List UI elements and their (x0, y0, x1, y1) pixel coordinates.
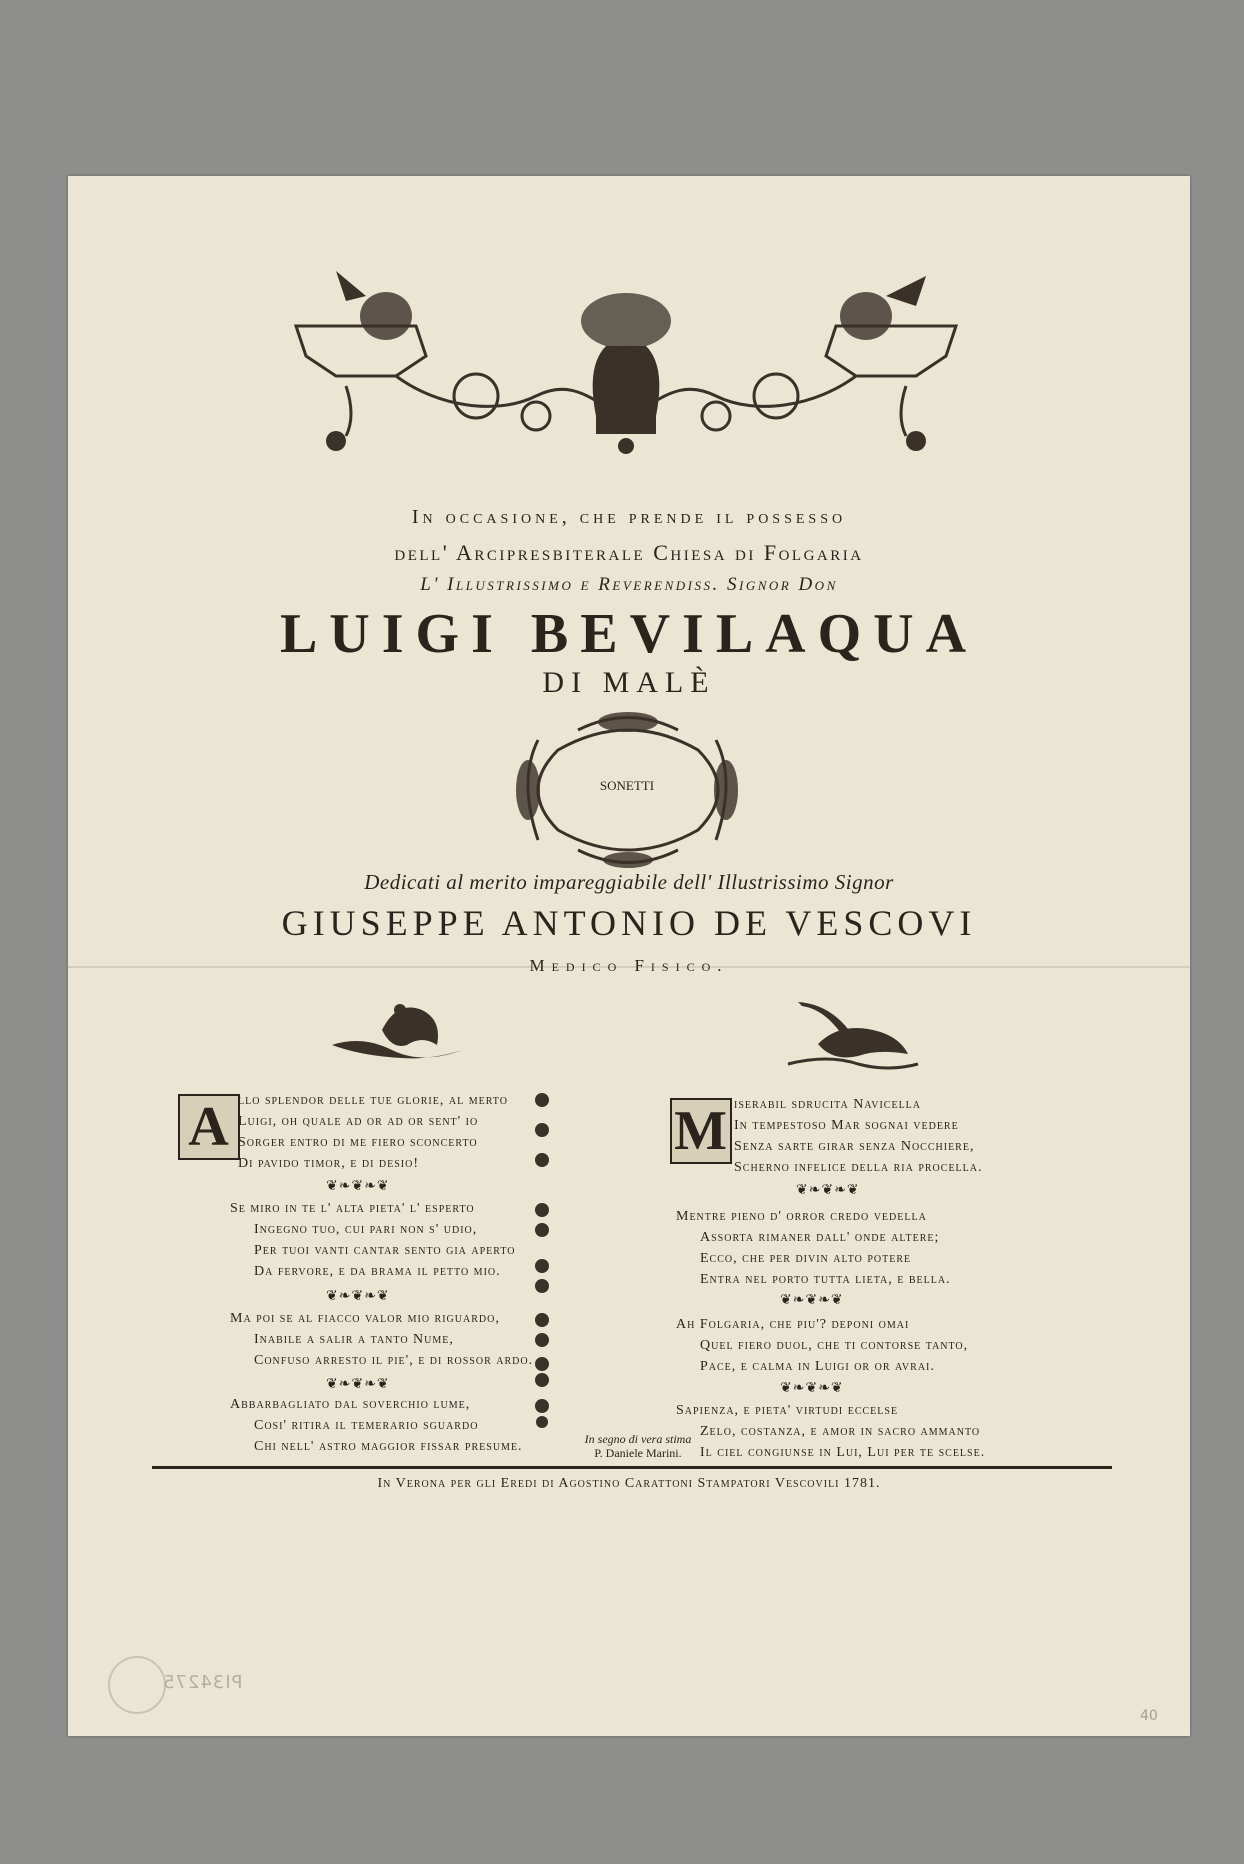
fleuron-divider: ❦❧❦❧❦ (796, 1183, 860, 1198)
signature-name: P. Daniele Marini. (594, 1446, 682, 1460)
verse-line: Abbarbagliato dal soverchio lume, (230, 1397, 471, 1412)
verse-line: iserabil sdrucita Navicella (734, 1097, 922, 1112)
dedicatee-name: GIUSEPPE ANTONIO DE VESCOVI (281, 903, 977, 943)
honoree-place: DI MALÈ (542, 666, 716, 699)
verse-line: Ah Folgaria, che piu'? deponi omai (676, 1317, 910, 1332)
stanza-left-1 (238, 1090, 508, 1174)
dropcap-right: M (670, 1098, 732, 1164)
fleuron-divider: ❦❧❦❧❦ (326, 1179, 390, 1194)
fleuron-divider: ❦❧❦❧❦ (326, 1289, 390, 1304)
verse-line: Luigi, oh quale ad or ad or sent' io (238, 1114, 479, 1129)
verse-line: Ma poi se al fiacco valor mio riguardo, (230, 1311, 500, 1326)
column-divider-ornament (530, 1088, 554, 1428)
stanza-left-2 (230, 1198, 516, 1282)
stanza-right-1 (734, 1094, 983, 1178)
verse-line: Se miro in te l' alta pieta' l' esperto (230, 1201, 475, 1216)
printer-imprint: In Verona per gli Eredi di Agostino Carattoni Stampatori Vescovili 1781. (377, 1476, 881, 1491)
verse-line: Mentre pieno d' orror credo vedella (676, 1209, 927, 1224)
phoenix-vignette (322, 990, 472, 1070)
verse-line: Ecco, che per divin alto potere (700, 1251, 912, 1266)
header-line-2: dell' Arcipresbiterale Chiesa di Folgaria (394, 540, 864, 565)
verse-line: Pace, e calma in Luigi or or avrai. (700, 1359, 935, 1374)
verse-line: Scherno infelice della ria procella. (734, 1160, 983, 1175)
archive-stamp (108, 1656, 166, 1714)
signature-line-1: In segno di vera stima (584, 1432, 692, 1446)
verse-line: Sapienza, e pieta' virtudi eccelse (676, 1403, 899, 1418)
stanza-left-4 (230, 1394, 523, 1457)
fleuron-divider: ❦❧❦❧❦ (780, 1293, 844, 1308)
verse-line: Entra nel porto tutta lieta, e bella. (700, 1272, 951, 1287)
fleuron-divider: ❦❧❦❧❦ (780, 1381, 844, 1396)
verse-line: Da fervore, e da brama il petto mio. (254, 1264, 501, 1279)
stanza-right-3 (676, 1314, 968, 1377)
stanza-right-2 (676, 1206, 951, 1290)
heron-vignette (778, 994, 928, 1074)
verse-line: Ingegno tuo, cui pari non s' udio, (254, 1222, 478, 1237)
verse-line: Il ciel congiunse in Lui, Lui per te scelse. (700, 1445, 986, 1460)
header-line-1: In occasione, che prende il possesso (411, 506, 847, 528)
verse-line: Confuso arresto il pie', e di rossor ardo. (254, 1353, 534, 1368)
verse-line: Inabile a salir a tanto Nume, (254, 1332, 454, 1347)
signature-block (488, 1432, 788, 1460)
verse-line: Per tuoi vanti cantar sento gia aperto (254, 1243, 516, 1258)
verse-line: Quel fiero duol, che ti contorse tanto, (700, 1338, 969, 1353)
verse-line: Zelo, costanza, e amor in sacro ammanto (700, 1424, 981, 1439)
verse-line: Di pavido timor, e di desio! (238, 1156, 419, 1171)
stanza-left-3 (230, 1308, 533, 1371)
verse-line: Sorger entro di me fiero sconcerto (238, 1135, 478, 1150)
imprint-rule (152, 1466, 1112, 1469)
dedicatee-title: Medico Fisico. (529, 956, 729, 975)
verse-line: Senza sarte girar senza Nocchiere, (734, 1139, 975, 1154)
folio-number: 40 (1140, 1708, 1158, 1724)
verse-line: Chi nell' astro maggior fissar presume. (254, 1439, 523, 1454)
fleuron-divider: ❦❧❦❧❦ (326, 1377, 390, 1392)
verse-line: In tempestoso Mar sognai vedere (734, 1118, 959, 1133)
dedication-line: Dedicati al merito impareggiabile dell' Illustrissimo Signor (364, 870, 894, 894)
verse-line: llo splendor delle tue glorie, al merto (238, 1093, 508, 1108)
verse-line: Assorta rimaner dall' onde altere; (700, 1230, 940, 1245)
verse-line: Cosi' ritira il temerario sguardo (254, 1418, 479, 1433)
honoree-name: LUIGI BEVILAQUA (279, 603, 979, 665)
shelfmark: PI34275 (162, 1672, 243, 1693)
broadside-sheet (68, 176, 1190, 1736)
header-line-3: L' Illustrissimo e Reverendiss. Signor Don (420, 574, 838, 595)
cartouche-label: SONETTI (599, 778, 655, 793)
headpiece-ornament (276, 266, 976, 466)
dropcap-left: A (178, 1094, 240, 1160)
